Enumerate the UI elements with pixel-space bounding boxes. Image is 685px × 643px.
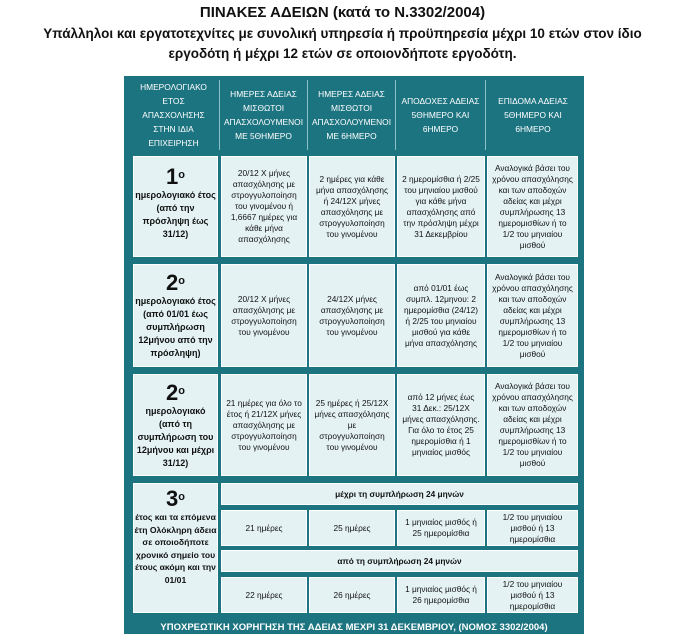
table-cell: 2 ημερομίσθια ή 2/25 του μηνιαίου μισθού για κάθε μήνα απασχόλησης από την πρόσληψη μέχρι 31 Δεκεμβρίου	[397, 156, 485, 257]
table-cell: Αναλογικά βάσει του χρόνου απασχόλησης και των αποδοχών αδείας και μέχρι συμπλήρωσης 13 ημερομισθίων ή το 1/2 του μηνιαίου μισθού	[487, 156, 578, 257]
table-cell: 20/12 Χ μήνες απασχόλησης με στρογγυλοποίηση του γινομένου ή 1,6667 ημέρες για κάθε μήνα απασχόλησης	[221, 156, 307, 257]
table-cell: Αναλογικά βάσει του χρόνου απασχόλησης και των αποδοχών αδείας και μέχρι συμπλήρωσης 13 ημερομισθίων ή το 1/2 του μηνιαίου μισθού	[487, 374, 578, 476]
table-cell: από 01/01 έως συμπλ. 12μηνου: 2 ημερομίσθια (24/12) ή 2/25 του μηνιαίου μισθού για κάθε μήνα απασχόλησης	[397, 264, 485, 367]
span-after-24-months: από τη συμπλήρωση 24 μηνών	[221, 550, 578, 572]
table-cell: από 12 μήνες έως 31 Δεκ.: 25/12Χ μήνες απασχόλησης. Για όλο το έτος 25 ημερομίσθια ή 1 μηνιαίος μισθός	[397, 374, 485, 476]
header-days-5day: ΗΜΕΡΕΣ ΑΔΕΙΑΣ ΜΙΣΘΩΤΟΙ ΑΠΑΣΧΟΛΟΥΜΕΝΟΙ ΜΕ 5ΘΗΜΕΡΟ	[220, 80, 308, 150]
table-cell: Αναλογικά βάσει του χρόνου απασχόλησης και των αποδοχών αδείας και μέχρι συμπλήρωσης 13 ημερομισθίων ή το 1/2 του μηνιαίου μισθού	[487, 264, 578, 367]
year-label: ημερολογιακό (από τη συμπλήρωση του 12μήνου και μέχρι 31/12)	[136, 406, 215, 468]
row-year-cell	[133, 264, 218, 367]
table-cell: 1 μηνιαίος μισθός ή 25 ημερομίσθια	[397, 510, 485, 546]
year-number: $2^o$	[166, 380, 185, 405]
table-cell: 1/2 του μηνιαίου μισθού ή 13 ημερομίσθια	[487, 577, 578, 613]
row-year-cell	[133, 374, 218, 476]
year-label: ημερολογιακό έτος (από 01/01 έως συμπλήρωση 12μήνου από την πρόσληψη)	[135, 296, 216, 358]
row-year-cell	[133, 483, 218, 613]
table-cell: 25 ημέρες	[309, 510, 395, 546]
table-cell: 1 μηνιαίος μισθός ή 26 ημερομίσθια	[397, 577, 485, 613]
year-number: $3^o$	[166, 486, 185, 511]
span-until-24-months: μέχρι τη συμπλήρωση 24 μηνών	[221, 483, 578, 505]
table-cell: 24/12Χ μήνες απασχόλησης με στρογγυλοποίηση του γινομένου	[309, 264, 395, 367]
year-number: $2^o$	[166, 270, 185, 295]
table-cell: 2 ημέρες για κάθε μήνα απασχόλησης ή 24/12Χ μήνες απασχόλησης με στρογγυλοποίηση του γινομένου	[309, 156, 395, 257]
table-cell: 20/12 Χ μήνες απασχόλησης με στρογγυλοποίηση του γινομένου	[221, 264, 307, 367]
year-number: $1^o$	[166, 164, 185, 189]
page-title: ΠΙΝΑΚΕΣ ΑΔΕΙΩΝ (κατά το Ν.3302/2004)	[199, 4, 486, 21]
header-days-6day: ΗΜΕΡΕΣ ΑΔΕΙΑΣ ΜΙΣΘΩΤΟΙ ΑΠΑΣΧΟΛΟΥΜΕΝΟΙ ΜΕ 6ΗΜΕΡΟ	[308, 80, 396, 150]
header-year: ΗΜΕΡΟΛΟΓΙΑΚΟ ΕΤΟΣ ΑΠΑΣΧΟΛΗΣΗΣ ΣΤΗΝ ΙΔΙΑ ΕΠΙΧΕΙΡΗΣΗ	[128, 80, 220, 150]
year-label: ημερολογιακό έτος (από την πρόσληψη έως 31/12)	[135, 190, 216, 239]
table-cell: 22 ημέρες	[221, 577, 307, 613]
header-allowance: ΕΠΙΔΟΜΑ ΑΔΕΙΑΣ 5ΘΗΜΕΡΟ ΚΑΙ 6ΗΜΕΡΟ	[498, 96, 568, 134]
table-cell: 25 ημέρες ή 25/12Χ μήνες απασχόλησης με στρογγυλοποίηση του γινομένου	[309, 374, 395, 476]
table-cell: 21 ημέρες	[221, 510, 307, 546]
table-cell: 26 ημέρες	[309, 577, 395, 613]
table-cell: 21 ημέρες για όλο το έτος ή 21/12Χ μήνες απασχόλησης με στρογγυλοποίηση του γινομένου	[221, 374, 307, 476]
footer-note: ΥΠΟΧΡΕΩΤΙΚΗ ΧΟΡΗΓΗΣΗ ΤΗΣ ΑΔΕΙΑΣ ΜΕΧΡΙ 31 ΔΕΚΕΜΒΡΙΟΥ, (ΝΟΜΟΣ 3302/2004)	[160, 622, 548, 633]
row-year-cell	[133, 156, 218, 257]
header-pay: ΑΠΟΔΟΧΕΣ ΑΔΕΙΑΣ 5ΘΗΜΕΡΟ ΚΑΙ 6ΗΜΕΡΟ	[396, 80, 486, 150]
year-label: έτος και τα επόμενα έτη Ολόκληρη άδεια σε οποιοδήποτε χρονικό σημείο του έτους ακόμη και την 01/01	[134, 512, 217, 585]
page-subtitle: Υπάλληλοι και εργατοτεχνίτες με συνολική υπηρεσία ή προϋπηρεσία μέχρι 10 ετών στον ίδιο εργοδότη ή μέχρι 12 ετών σε οποιονδήποτε εργοδότη.	[43, 26, 642, 61]
table-cell: 1/2 του μηνιαίου μισθού ή 13 ημερομίσθια	[487, 510, 578, 546]
